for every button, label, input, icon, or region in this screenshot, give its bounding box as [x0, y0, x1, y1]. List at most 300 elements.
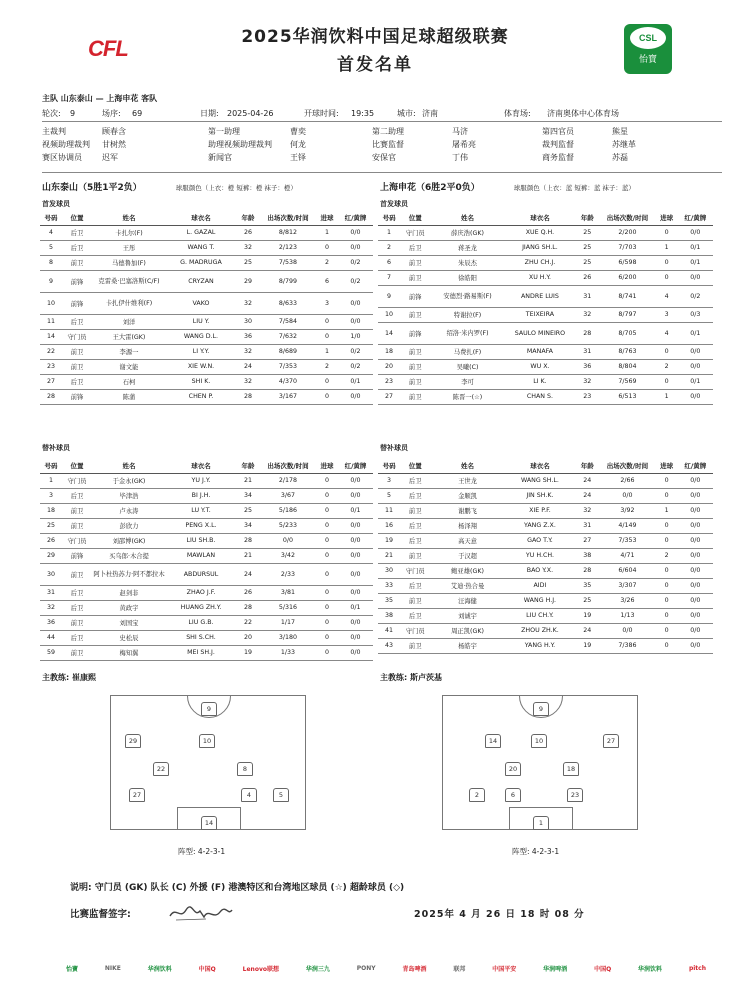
player-row: [40, 255, 373, 270]
position: 前卫: [62, 563, 92, 585]
goals: 0: [656, 608, 678, 623]
player-shirt-icon: 14: [201, 816, 217, 830]
player-row: [378, 285, 713, 307]
shirt-number: 35: [378, 593, 400, 608]
appearances: 2/123: [260, 240, 316, 255]
shirt-number: 22: [40, 344, 62, 359]
player-row: [378, 518, 713, 533]
column-header: 姓名: [430, 458, 504, 473]
date-value: 2025-04-26: [227, 109, 274, 118]
goals: 0: [316, 473, 338, 488]
age: 25: [236, 255, 260, 270]
page-title: 2025华润饮料中国足球超级联赛: [241, 27, 509, 47]
appearances: 8/705: [599, 322, 655, 344]
sponsor-logo: 华润饮料: [638, 965, 663, 973]
shirt-number: 1: [378, 225, 400, 240]
kickoff-value: 19:35: [351, 109, 375, 118]
supervisor-signature-label: 比赛监督签字:: [70, 909, 131, 920]
jersey-name: WANG D.L.: [166, 329, 236, 344]
sponsor-logo: 怡寶: [66, 965, 79, 973]
position: 前锋: [62, 270, 92, 292]
player-row: [378, 240, 713, 255]
appearances: 3/92: [599, 503, 655, 518]
column-header: 红/黄牌: [678, 458, 713, 473]
age: 24: [236, 359, 260, 374]
player-shirt-icon: 6: [505, 788, 521, 802]
player-name: 陈蒲: [92, 389, 166, 404]
column-header: 球衣名: [505, 458, 575, 473]
player-name: 卡扎尔(F): [92, 225, 166, 240]
appearances: 3/42: [260, 548, 316, 563]
player-row: [40, 518, 373, 533]
player-row: [378, 270, 713, 285]
position: 后卫: [62, 374, 92, 389]
position: 前卫: [62, 645, 92, 660]
age: 24: [575, 473, 599, 488]
position: 前锋: [400, 322, 430, 344]
player-row: [40, 225, 373, 240]
home-starters-label: 首发球员: [42, 200, 70, 208]
cards: 0/0: [338, 630, 373, 645]
appearances: 3/180: [260, 630, 316, 645]
position: 前卫: [400, 344, 430, 359]
jersey-name: LU Y.T.: [166, 503, 236, 518]
appearances: 8/797: [599, 307, 655, 322]
position: 前卫: [62, 503, 92, 518]
official-name: 马济: [452, 127, 468, 136]
position: 后卫: [62, 585, 92, 600]
shirt-number: 14: [40, 329, 62, 344]
official-name: 熊星: [612, 127, 628, 136]
appearances: 7/632: [260, 329, 316, 344]
age: 32: [236, 344, 260, 359]
appearances: 5/316: [260, 600, 316, 615]
column-header: 位置: [62, 210, 92, 225]
goals: 0: [656, 374, 678, 389]
position: 后卫: [62, 488, 92, 503]
shirt-number: 28: [40, 389, 62, 404]
cards: 0/1: [678, 374, 713, 389]
cards: 0/1: [338, 503, 373, 518]
shirt-number: 11: [378, 503, 400, 518]
goals: 0: [316, 548, 338, 563]
jersey-name: LIU G.B.: [166, 615, 236, 630]
column-header: 红/黄牌: [678, 210, 713, 225]
player-shirt-icon: 14: [485, 734, 501, 748]
player-shirt-icon: 10: [199, 734, 215, 748]
player-shirt-icon: 22: [153, 762, 169, 776]
jersey-name: WANG T.: [166, 240, 236, 255]
appearances: 8/799: [260, 270, 316, 292]
player-name: 于汉超: [430, 548, 504, 563]
player-name: 绍洛·米内罗(F): [430, 322, 504, 344]
position: 后卫: [400, 533, 430, 548]
sponsor-logo: PONY: [356, 964, 376, 972]
position: 后卫: [62, 314, 92, 329]
cards: 0/0: [678, 488, 713, 503]
goals: 2: [656, 548, 678, 563]
goals: 0: [316, 503, 338, 518]
goals: 0: [316, 630, 338, 645]
age: 24: [575, 623, 599, 638]
column-header: 位置: [62, 458, 92, 473]
shirt-number: 20: [378, 359, 400, 374]
appearances: 8/689: [260, 344, 316, 359]
player-row: [40, 503, 373, 518]
appearances: 7/386: [599, 638, 655, 653]
goals: 1: [656, 240, 678, 255]
age: 28: [236, 389, 260, 404]
age: 24: [236, 563, 260, 585]
shirt-number: 26: [40, 533, 62, 548]
appearances: 6/200: [599, 270, 655, 285]
jersey-name: LIU Y.: [166, 314, 236, 329]
shirt-number: 11: [40, 314, 62, 329]
appearances: 3/67: [260, 488, 316, 503]
player-name: 马费扎(F): [430, 344, 504, 359]
jersey-name: YU H.CH.: [505, 548, 575, 563]
player-name: 蒋圣龙: [430, 240, 504, 255]
column-header: 红/黄牌: [338, 458, 373, 473]
position: 后卫: [400, 518, 430, 533]
shirt-number: 4: [40, 225, 62, 240]
position: 前锋: [62, 548, 92, 563]
position: 后卫: [62, 600, 92, 615]
cards: 1/0: [338, 329, 373, 344]
player-row: [40, 270, 373, 292]
officials-block: [42, 126, 732, 166]
column-header: 球衣名: [166, 458, 236, 473]
position: 守门员: [400, 563, 430, 578]
age: 28: [236, 533, 260, 548]
player-row: [378, 503, 713, 518]
player-shirt-icon: 29: [125, 734, 141, 748]
cfl-logo: CFL: [88, 36, 128, 61]
appearances: 3/26: [599, 593, 655, 608]
appearances: 8/763: [599, 344, 655, 359]
goals: 4: [656, 322, 678, 344]
cards: 0/0: [678, 359, 713, 374]
jersey-name: XIE P.F.: [505, 503, 575, 518]
shirt-number: 41: [378, 623, 400, 638]
player-row: [378, 548, 713, 563]
player-name: 王彤: [92, 240, 166, 255]
column-header: 年龄: [575, 210, 599, 225]
goals: 0: [316, 615, 338, 630]
age: 29: [236, 270, 260, 292]
appearances: 7/538: [260, 255, 316, 270]
player-name: 刘国宝: [92, 615, 166, 630]
cards: 0/0: [338, 292, 373, 314]
player-shirt-icon: 8: [237, 762, 253, 776]
goals: 0: [656, 255, 678, 270]
player-name: 李可: [430, 374, 504, 389]
age: 38: [575, 548, 599, 563]
position: 前卫: [62, 359, 92, 374]
position: 前卫: [62, 344, 92, 359]
cards: 0/0: [678, 608, 713, 623]
player-row: [378, 473, 713, 488]
appearances: 1/33: [260, 645, 316, 660]
cards: 0/0: [678, 578, 713, 593]
round-value: 9: [70, 109, 76, 118]
jersey-name: JIN SH.K.: [505, 488, 575, 503]
age: 34: [236, 518, 260, 533]
shirt-number: 31: [40, 585, 62, 600]
shirt-number: 10: [40, 292, 62, 314]
jersey-name: BAO Y.X.: [505, 563, 575, 578]
appearances: 8/804: [599, 359, 655, 374]
position: 后卫: [400, 578, 430, 593]
sponsor-logo: 华润饮料: [147, 965, 172, 973]
column-header: 出场次数/时间: [599, 210, 655, 225]
player-row: [40, 533, 373, 548]
shirt-number: 23: [40, 359, 62, 374]
cards: 0/0: [338, 615, 373, 630]
cards: 0/2: [338, 270, 373, 292]
official-role: 第四官员: [542, 127, 574, 136]
cards: 0/0: [678, 533, 713, 548]
position: 前锋: [62, 389, 92, 404]
home-formation-label: 阵型: 4-2-3-1: [178, 847, 226, 856]
shirt-number: 2: [378, 240, 400, 255]
official-name: 甘树然: [102, 140, 126, 149]
appearances: 4/149: [599, 518, 655, 533]
position: 后卫: [62, 630, 92, 645]
age: 30: [236, 314, 260, 329]
position: 后卫: [400, 488, 430, 503]
goals: 0: [316, 585, 338, 600]
player-row: [40, 240, 373, 255]
player-name: 薛庆浩(GK): [430, 225, 504, 240]
jersey-name: LIU CH.Y.: [505, 608, 575, 623]
age: 35: [575, 578, 599, 593]
shirt-number: 1: [40, 473, 62, 488]
player-row: [40, 344, 373, 359]
shirt-number: 44: [40, 630, 62, 645]
age: 27: [575, 533, 599, 548]
official-role: 比赛监督: [372, 140, 404, 149]
jersey-name: VAKO: [166, 292, 236, 314]
age: 36: [236, 329, 260, 344]
appearances: 4/71: [599, 548, 655, 563]
goals: 0: [316, 488, 338, 503]
jersey-name: LI Y.Y.: [166, 344, 236, 359]
sponsor-logo: 联邦: [453, 965, 466, 973]
age: 19: [236, 645, 260, 660]
age: 25: [236, 503, 260, 518]
appearances: 7/703: [599, 240, 655, 255]
position: 前卫: [400, 359, 430, 374]
appearances: 8/633: [260, 292, 316, 314]
cards: 0/0: [678, 270, 713, 285]
jersey-name: SHI K.: [166, 374, 236, 389]
position: 后卫: [400, 608, 430, 623]
official-role: 第一助理: [208, 127, 240, 136]
jersey-name: LI K.: [505, 374, 575, 389]
player-name: 石柯: [92, 374, 166, 389]
appearances: 6/604: [599, 563, 655, 578]
player-name: 艾迪·热合曼: [430, 578, 504, 593]
jersey-name: XU H.Y.: [505, 270, 575, 285]
goals: 0: [316, 240, 338, 255]
goals: 0: [316, 645, 338, 660]
appearances: 7/569: [599, 374, 655, 389]
player-row: [378, 389, 713, 404]
shirt-number: 23: [378, 374, 400, 389]
age: 36: [575, 359, 599, 374]
shirt-number: 8: [40, 255, 62, 270]
player-row: [40, 600, 373, 615]
age: 31: [575, 344, 599, 359]
shirt-number: 6: [378, 255, 400, 270]
away-starters-label: 首发球员: [380, 200, 408, 208]
appearances: 3/307: [599, 578, 655, 593]
player-row: [40, 389, 373, 404]
home-subs-label: 替补球员: [42, 444, 70, 452]
player-name: 徐皓阳: [430, 270, 504, 285]
player-name: 王大雷(GK): [92, 329, 166, 344]
age: 31: [575, 518, 599, 533]
goals: 0: [656, 344, 678, 359]
goals: 4: [656, 285, 678, 307]
player-row: [40, 548, 373, 563]
column-header: 进球: [316, 210, 338, 225]
appearances: 7/584: [260, 314, 316, 329]
goals: 0: [656, 518, 678, 533]
player-row: [378, 623, 713, 638]
cards: 0/0: [678, 638, 713, 653]
jersey-name: G. MADRUGA: [166, 255, 236, 270]
csl-logo: CSL 怡寶: [624, 24, 672, 74]
shirt-number: 33: [378, 578, 400, 593]
jersey-name: YANG H.Y.: [505, 638, 575, 653]
column-header: 出场次数/时间: [599, 458, 655, 473]
jersey-name: MANAFA: [505, 344, 575, 359]
appearances: 0/0: [260, 533, 316, 548]
goals: 2: [316, 255, 338, 270]
handwritten-signature: [166, 902, 236, 924]
player-shirt-icon: 2: [469, 788, 485, 802]
appearances: 5/233: [260, 518, 316, 533]
official-name: 顾春含: [102, 127, 126, 136]
sponsor-logo: 中国Q: [594, 965, 612, 973]
cards: 0/0: [338, 518, 373, 533]
player-name: 金顺凯: [430, 488, 504, 503]
age: 32: [236, 292, 260, 314]
column-header: 姓名: [92, 458, 166, 473]
jersey-name: WANG H.J.: [505, 593, 575, 608]
position: 前卫: [400, 270, 430, 285]
player-row: [378, 359, 713, 374]
jersey-name: YANG Z.X.: [505, 518, 575, 533]
official-role: 主裁判: [42, 127, 66, 136]
age: 32: [575, 503, 599, 518]
jersey-name: SHI S.CH.: [166, 630, 236, 645]
appearances: 0/0: [599, 623, 655, 638]
appearances: 1/17: [260, 615, 316, 630]
cards: 0/2: [338, 255, 373, 270]
shirt-number: 59: [40, 645, 62, 660]
player-row: [378, 374, 713, 389]
cards: 0/0: [338, 314, 373, 329]
player-shirt-icon: 4: [241, 788, 257, 802]
appearances: 2/178: [260, 473, 316, 488]
player-name: 吴曦(C): [430, 359, 504, 374]
appearances: 8/741: [599, 285, 655, 307]
jersey-name: ANDRE LUIS: [505, 285, 575, 307]
appearances: 0/0: [599, 488, 655, 503]
home-formation-pitch: [110, 695, 306, 830]
position: 后卫: [62, 240, 92, 255]
player-name: 卢永涛: [92, 503, 166, 518]
home-coach: 主教练: 崔康熙: [42, 673, 96, 682]
column-header: 姓名: [430, 210, 504, 225]
player-shirt-icon: 27: [129, 788, 145, 802]
position: 守门员: [62, 533, 92, 548]
cards: 0/0: [678, 593, 713, 608]
match-teams: 主队 山东泰山 — 上海申花 客队: [42, 94, 158, 103]
goals: 1: [316, 344, 338, 359]
player-row: [40, 374, 373, 389]
jersey-name: CHAN S.: [505, 389, 575, 404]
shirt-number: 30: [40, 563, 62, 585]
position: 后卫: [400, 240, 430, 255]
jersey-name: SAULO MINEIRO: [505, 322, 575, 344]
column-header: 进球: [656, 458, 678, 473]
player-name: 杨泽翔: [430, 518, 504, 533]
official-role: 裁判监督: [542, 140, 574, 149]
appearances: 1/13: [599, 608, 655, 623]
cards: 0/3: [678, 307, 713, 322]
shirt-number: 29: [40, 548, 62, 563]
age: 26: [575, 270, 599, 285]
cards: 0/1: [338, 374, 373, 389]
shirt-number: 43: [378, 638, 400, 653]
position: 后卫: [62, 225, 92, 240]
column-header: 进球: [656, 210, 678, 225]
shirt-number: 30: [378, 563, 400, 578]
jersey-name: L. GAZAL: [166, 225, 236, 240]
official-name: 苏继革: [612, 140, 636, 149]
goals: 0: [656, 563, 678, 578]
age: 20: [236, 630, 260, 645]
player-name: 史松辰: [92, 630, 166, 645]
cards: 0/0: [678, 473, 713, 488]
jersey-name: XUE Q.H.: [505, 225, 575, 240]
shirt-number: 27: [378, 389, 400, 404]
position: 前卫: [400, 374, 430, 389]
position: 前卫: [400, 307, 430, 322]
goals: 0: [656, 225, 678, 240]
away-subs-label: 替补球员: [380, 444, 408, 452]
player-row: [40, 645, 373, 660]
shirt-number: 18: [378, 344, 400, 359]
home-subs-table: [40, 458, 373, 661]
column-header: 年龄: [236, 210, 260, 225]
appearances: 5/186: [260, 503, 316, 518]
cards: 0/0: [678, 563, 713, 578]
official-name: 迟军: [102, 153, 118, 162]
age: 25: [575, 593, 599, 608]
player-row: [378, 533, 713, 548]
cards: 0/0: [338, 473, 373, 488]
age: 19: [575, 638, 599, 653]
away-coach: 主教练: 斯卢茨基: [380, 673, 442, 682]
age: 25: [575, 240, 599, 255]
position: 后卫: [400, 473, 430, 488]
player-row: [378, 255, 713, 270]
